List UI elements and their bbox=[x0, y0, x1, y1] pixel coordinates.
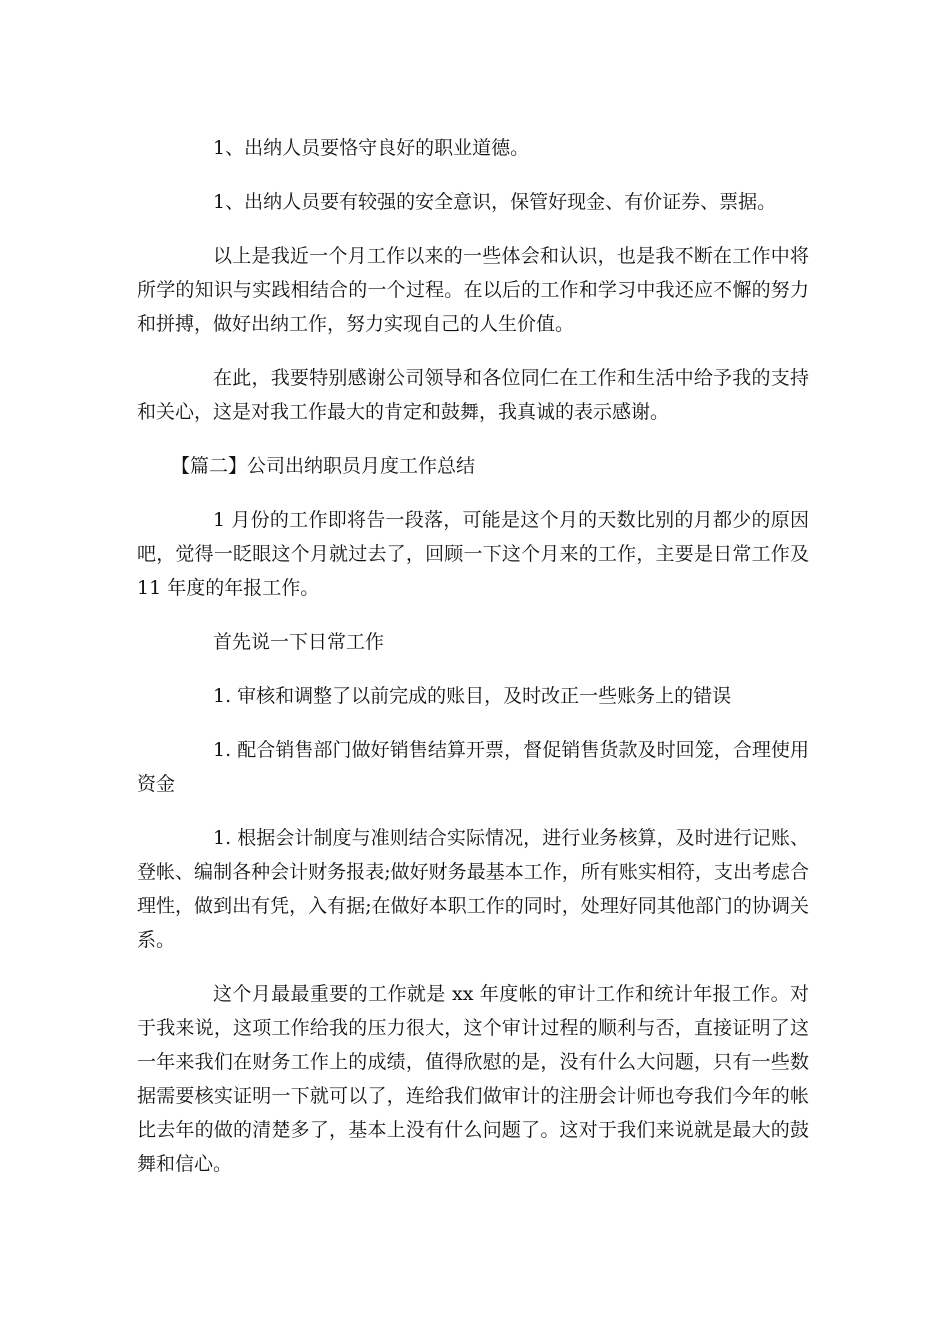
list-item-review: 1. 审核和调整了以前完成的账目，及时改正一些账务上的错误 bbox=[213, 685, 732, 707]
section-heading: 【篇二】公司出纳职员月度工作总结 bbox=[171, 455, 476, 477]
list-item-accounting: 1. 根据会计制度与准则结合实际情况，进行业务核算，及时进行记账、登帐、编制各种会计财务报表;做好财务最基本工作，所有账实相符，支出考虑合理性，做到出有凭，入有据;在做好本职工作的同时，处理好同其他部门的协调关系。 bbox=[137, 827, 809, 951]
paragraph-safety: 1、出纳人员要有较强的安全意识，保管好现金、有价证券、票据。 bbox=[213, 191, 777, 213]
paragraph-thanks: 在此，我要特别感谢公司领导和各位同仁在工作和生活中给予我的支持和关心，这是对我工作最大的肯定和鼓舞，我真诚的表示感谢。 bbox=[137, 367, 809, 423]
paragraph-audit: 这个月最最重要的工作就是 xx 年度帐的审计工作和统计年报工作。对于我来说，这项工作给我的压力很大，这个审计过程的顺利与否，直接证明了这一年来我们在财务工作上的成绩，值得欣慰的是，没有什么大问题，只有一些数据需要核实证明一下就可以了，连给我们做审计的注册会计师也夸我们今年的帐比去年的做的清楚多了，基本上没有什么问题了。这对于我们来说就是最大的鼓舞和信心。 bbox=[137, 983, 809, 1175]
paragraph-january: 1 月份的工作即将告一段落，可能是这个月的天数比别的月都少的原因吧，觉得一眨眼这个月就过去了，回顾一下这个月来的工作，主要是日常工作及11 年度的年报工作。 bbox=[137, 509, 809, 599]
paragraph-daily-intro: 首先说一下日常工作 bbox=[213, 631, 385, 653]
list-item-sales: 1. 配合销售部门做好销售结算开票，督促销售货款及时回笼，合理使用资金 bbox=[137, 739, 809, 795]
paragraph-ethics: 1、出纳人员要恪守良好的职业道德。 bbox=[213, 137, 530, 159]
paragraph-summary: 以上是我近一个月工作以来的一些体会和认识，也是我不断在工作中将所学的知识与实践相结合的一个过程。在以后的工作和学习中我还应不懈的努力和拼搏，做好出纳工作，努力实现自己的人生价值。 bbox=[137, 245, 809, 335]
document-body bbox=[137, 131, 809, 1181]
